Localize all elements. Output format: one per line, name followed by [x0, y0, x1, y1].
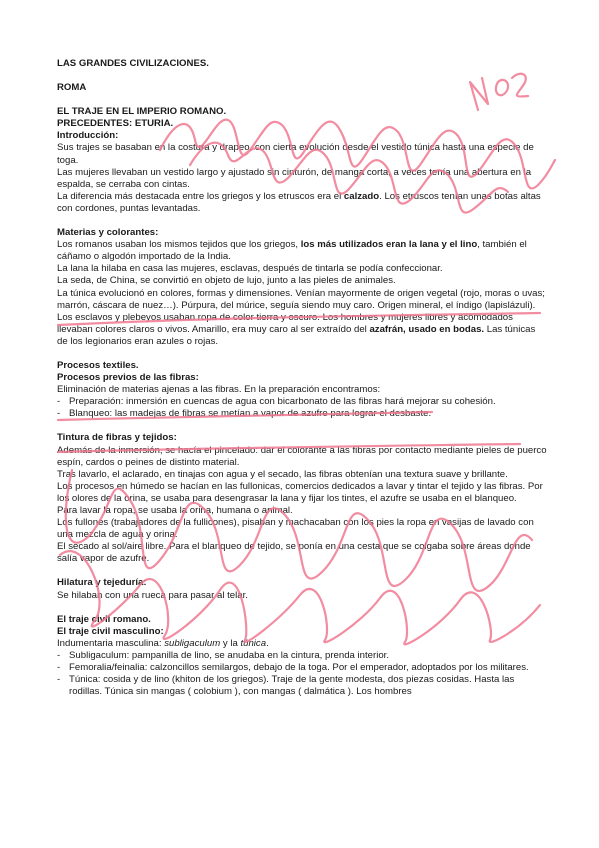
paragraph: La seda, de China, se convirtió en objeto de lujo, junto a las pieles de animales.	[57, 275, 396, 287]
heading-tintura: Tintura de fibras y tejidos:	[57, 432, 177, 444]
heading-procesos: Procesos textiles.	[57, 359, 139, 371]
list-previos	[57, 396, 547, 420]
list-item: - Subligaculum: pampanilla de lino, se anudaba en la cintura, prenda interior.	[57, 650, 547, 662]
heading-hilatura: Hilatura y tejeduría:	[57, 577, 147, 589]
paragraph: Para lavar la ropa, se usaba la orina, humana o animal.	[57, 505, 293, 516]
paragraph: Se hilaban con una rueca para pasar al telar.	[57, 589, 248, 601]
section-heading-precedentes: PRECEDENTES: ETURIA.	[57, 118, 174, 130]
list-masculino	[57, 650, 547, 698]
heading-previos: Procesos previos de las fibras:	[57, 372, 199, 384]
section-heading-traje: EL TRAJE EN EL IMPERIO ROMANO.	[57, 106, 227, 118]
list-item: - Túnica: cosida y de lino (khiton de los griegos). Traje de la gente modesta, dos piezas cosidas. Hasta las rodillas. Túnica sin mangas ( colobium ), con mangas ( dalmática ). Los hombres	[57, 674, 547, 698]
list-item: - Blanqueo: las madejas de fibras se metían a vapor de azufre para lograr el desbaste.	[57, 408, 547, 420]
doc-title: LAS GRANDES CIVILIZACIONES.	[57, 58, 209, 69]
paragraph: Las mujeres llevaban un vestido largo y ajustado sin cinturón, de manga corta, a veces tenía una abertura en la espalda, se cerraba con cintas.	[57, 166, 532, 190]
heading-materias: Materias y colorantes:	[57, 227, 159, 239]
paragraph: Indumentaria masculina: subligaculum y la túnica.	[57, 637, 269, 649]
paragraph: El secado al sol/aire libre. Para el blanqueo de tejido, se ponía en una cesta que se colgaba sobre áreas donde salía vapor de azufre.	[57, 541, 531, 565]
paragraph: La lana la hilaba en casa las mujeres, esclavas, después de tintarla se podía confeccionar.	[57, 263, 443, 275]
paragraph: Además de la inmersión, se hacía el pincelado: dar el colorante a las fibras por contacto mediante pieles de puerco espín, cardos o peines de distinto material.	[57, 444, 547, 468]
heading-traje-masculino: El traje civil masculino:	[57, 625, 164, 637]
list-item: - Femoralia/feinalia: calzoncillos semilargos, debajo de la toga. Por el emperador, adoptados por los militares.	[57, 662, 547, 674]
paragraph: Sus trajes se basaban en la costura y drapeo, con cierta evolución desde el vestido túnica hasta una especie de toga.	[57, 142, 534, 166]
list-item: - Preparación: inmersión en cuencas de agua con bicarbonato de las fibras hará mejorar su cohesión.	[57, 396, 547, 408]
paragraph: Los procesos en húmedo se hacían en las fullonicas, comercios dedicados a lavar y tintar el tejido y las fibras. Por los olores de la orina, se usaba para desengrasar la lana y fijar los tintes, el azufre se usaba en el blanqueo.	[57, 480, 543, 504]
heading-introduccion: Introducción:	[57, 130, 119, 142]
paragraph: Los romanos usaban los mismos tejidos que los griegos, los más utilizados eran la lana y el lino, también el cáñamo o algodón importado de la India.	[57, 239, 527, 263]
paragraph: Los fullones (trabajadores de la fullicones), pisaban y machacaban con los pies la ropa en vasijas de lavado con una mezcla de agua y orina.	[57, 517, 534, 541]
paragraph: Los esclavos y plebeyos usaban ropa de color tierra y oscuro. Los hombres y mujeres libres y acomodados llevaban colores claros o vivos. Amarillo, era muy caro al ser extraído del azafrán, usado en bodas. Las túnicas de los legionarios eran azules o rojas.	[57, 311, 536, 347]
paragraph: La túnica evolucionó en colores, formas y dimensiones. Venían mayormente de origen vegetal (rojo, moras o uvas; marrón, cáscara de nuez…). Púrpura, del múrice, seguía siendo muy caro. Origen mineral, el índigo (lapislázuli).	[57, 287, 545, 311]
heading-traje-civil: El traje civil romano.	[57, 613, 151, 625]
doc-subtitle: ROMA	[57, 82, 87, 94]
paragraph: Eliminación de materias ajenas a las fibras. En la preparación encontramos:	[57, 384, 381, 396]
paragraph: La diferencia más destacada entre los griegos y los etruscos era el calzado. Los etruscos tenían unas botas altas con cordones, puntas levantadas.	[57, 190, 541, 214]
document-body	[57, 58, 547, 698]
paragraph: Tras lavarlo, el aclarado, en tinajas con agua y el secado, las fibras obtenían una textura suave y brillante.	[57, 468, 508, 480]
